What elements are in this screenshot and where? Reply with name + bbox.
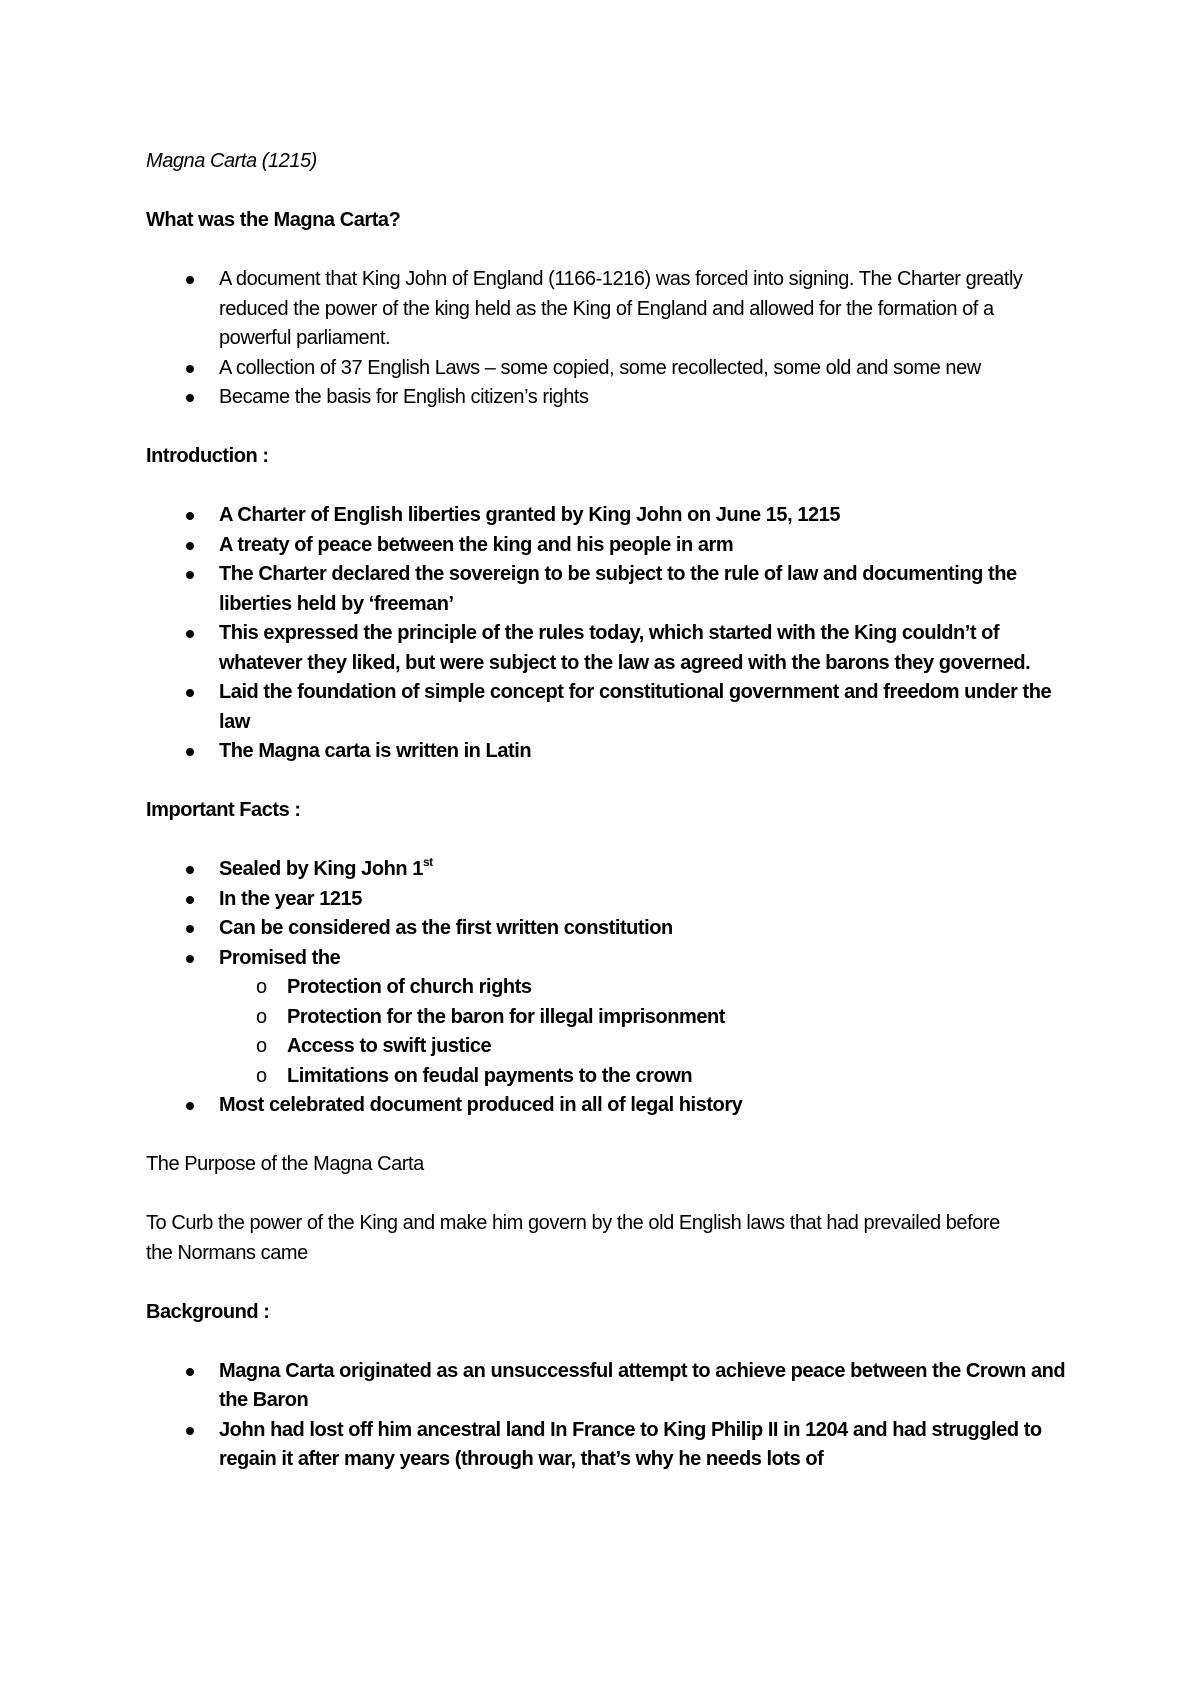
heading-what-was: What was the Magna Carta? xyxy=(146,209,401,231)
list-important-facts xyxy=(146,855,1066,973)
list-item: The Charter declared the sovereign to be subject to the rule of law and documenting the liberties held by ‘freeman’ xyxy=(146,560,1066,619)
sealed-text: Sealed by King John 1 xyxy=(219,858,423,880)
sub-list-item: o Limitations on feudal payments to the crown xyxy=(146,1062,1080,1092)
list-item: Laid the foundation of simple concept for constitutional government and freedom under the law xyxy=(146,678,1066,737)
list-item: A Charter of English liberties granted by King John on June 15, 1215 xyxy=(146,501,1066,531)
list-item-sealed xyxy=(146,855,1066,885)
list-item: The Magna carta is written in Latin xyxy=(146,737,1066,767)
heading-introduction: Introduction : xyxy=(146,445,269,467)
list-item: A treaty of peace between the king and his people in arm xyxy=(146,531,1066,561)
list-item: Can be considered as the first written constitution xyxy=(146,914,1066,944)
document-title: Magna Carta (1215) xyxy=(146,150,317,172)
purpose-paragraph: To Curb the power of the King and make him govern by the old English laws that had prevailed before the Normans came xyxy=(146,1212,1000,1264)
heading-purpose: The Purpose of the Magna Carta xyxy=(146,1153,424,1175)
list-background xyxy=(146,1357,1066,1475)
sub-list-item: o Access to swift justice xyxy=(146,1032,1080,1062)
list-item: Became the basis for English citizen’s rights xyxy=(146,383,1066,413)
heading-background: Background : xyxy=(146,1300,270,1323)
list-item: Most celebrated document produced in all of legal history xyxy=(146,1091,1066,1121)
sublist-promised xyxy=(146,973,1080,1091)
list-item: John had lost off him ancestral land In France to King Philip II in 1204 and had struggled to regain it after many years (through war, that’s why he needs lots of xyxy=(146,1416,1066,1475)
ordinal-superscript: st xyxy=(422,855,433,869)
list-item: A document that King John of England (1166-1216) was forced into signing. The Charter greatly reduced the power of the king held as the King of England and allowed for the formation of a powerful parliament. xyxy=(146,265,1066,354)
list-item: This expressed the principle of the rules today, which started with the King couldn’t of whatever they liked, but were subject to the law as agreed with the barons they governed. xyxy=(146,619,1066,678)
list-important-facts-end xyxy=(146,1091,1066,1121)
heading-important-facts: Important Facts : xyxy=(146,799,301,821)
list-what-was xyxy=(146,265,1066,413)
list-item: In the year 1215 xyxy=(146,885,1066,915)
list-item-promised xyxy=(146,944,1066,974)
list-introduction xyxy=(146,501,1066,767)
list-item: A collection of 37 English Laws – some copied, some recollected, some old and some new xyxy=(146,354,1066,384)
list-item: Magna Carta originated as an unsuccessful attempt to achieve peace between the Crown and the Baron xyxy=(146,1357,1066,1416)
sub-list-item: o Protection for the baron for illegal imprisonment xyxy=(146,1003,1080,1033)
promised-text: Promised the xyxy=(219,946,341,969)
sub-list-item: o Protection of church rights xyxy=(146,973,1080,1003)
